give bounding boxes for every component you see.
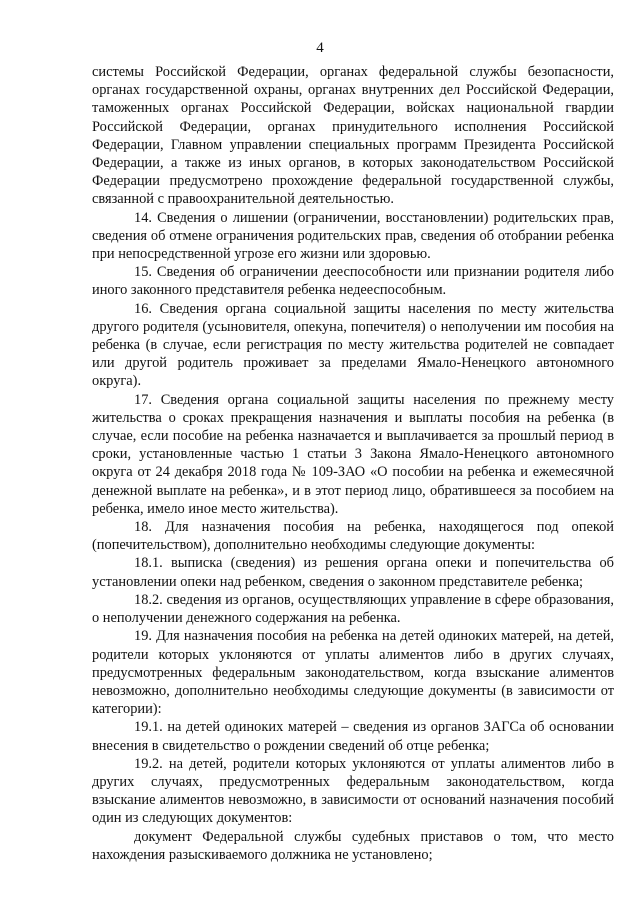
document-body: [92, 63, 614, 864]
paragraph-18: 18. Для назначения пособия на ребенка, находящегося под опекой (попечительством), дополнительно необходимы следующие документы:: [92, 519, 614, 554]
paragraph-17: 17. Сведения органа социальной защиты населения по прежнему месту жительства о сроках прекращения назначения и выплаты пособия на ребенка (в случае, если пособие на ребенка назначается и выплачивается за прошлый период в сроки, установленные частью 1 статьи 3 Закона Ямало-Ненецкого автономного округа от 24 декабря 2018 года № 109-ЗАО «О пособии на ребенка и ежемесячной денежной выплате на ребенка», и в этот период лицо, обратившееся за пособием на ребенка, имело иное место жительства).: [92, 391, 614, 517]
paragraph-14: 14. Сведения о лишении (ограничении, восстановлении) родительских прав, сведения об отмене ограничения родительских прав, сведения об отобрании ребенка при непосредственной угрозе его жизни или здоровью.: [92, 209, 614, 263]
paragraph-16: 16. Сведения органа социальной защиты населения по месту жительства другого родителя (усыновителя, опекуна, попечителя) о неполучении им пособия на ребенка (в случае, если регистрация по месту жительства родителей не совпадает или другой родитель проживает за пределами Ямало-Ненецкого автономного округа).: [92, 300, 614, 390]
paragraph-19-2: 19.2. на детей, родители которых уклоняются от уплаты алиментов либо в других случаях, предусмотренных федеральным законодательством, когда взыскание алиментов невозможно, в зависимости от оснований назначения пособий один из следующих документов:: [92, 755, 614, 827]
paragraph-19: 19. Для назначения пособия на ребенка на детей одиноких матерей, на детей, родители которых уклоняются от уплаты алиментов либо в других случаях, предусмотренных федеральным законодательством, когда взыскание алиментов невозможно, дополнительно необходимы следующие документы (в зависимости от категории):: [92, 628, 614, 718]
page-number: 4: [316, 40, 324, 56]
paragraph-document-fssp: документ Федеральной службы судебных приставов о том, что место нахождения разыскиваемого должника не установлено;: [92, 828, 614, 863]
paragraph-continuation: системы Российской Федерации, органах федеральной службы безопасности, органах государственной охраны, органах внутренних дел Российской Федерации, таможенных органах Российской Федерации, войсках национальной гвардии Российской Федерации, органах принудительного исполнения Российской Федерации, Главном управлении специальных программ Президента Российской Федерации, а также из иных органов, в которых законодательством Российской Федерации предусмотрено прохождение федеральной государственной службы, связанной с правоохранительной деятельностью.: [92, 64, 614, 208]
paragraph-18-1: 18.1. выписка (сведения) из решения органа опеки и попечительства об установлении опеки над ребенком, сведения о законном представителе ребенка;: [92, 555, 614, 590]
paragraph-18-2: 18.2. сведения из органов, осуществляющих управление в сфере образования, о неполучении денежного содержания на ребенка.: [92, 591, 614, 627]
paragraph-19-1: 19.1. на детей одиноких матерей – сведения из органов ЗАГСа об основании внесения в свидетельство о рождении сведений об отце ребенка;: [92, 719, 614, 754]
paragraph-15: 15. Сведения об ограничении дееспособности или признании родителя либо иного законного представителя ребенка недееспособным.: [92, 264, 614, 299]
